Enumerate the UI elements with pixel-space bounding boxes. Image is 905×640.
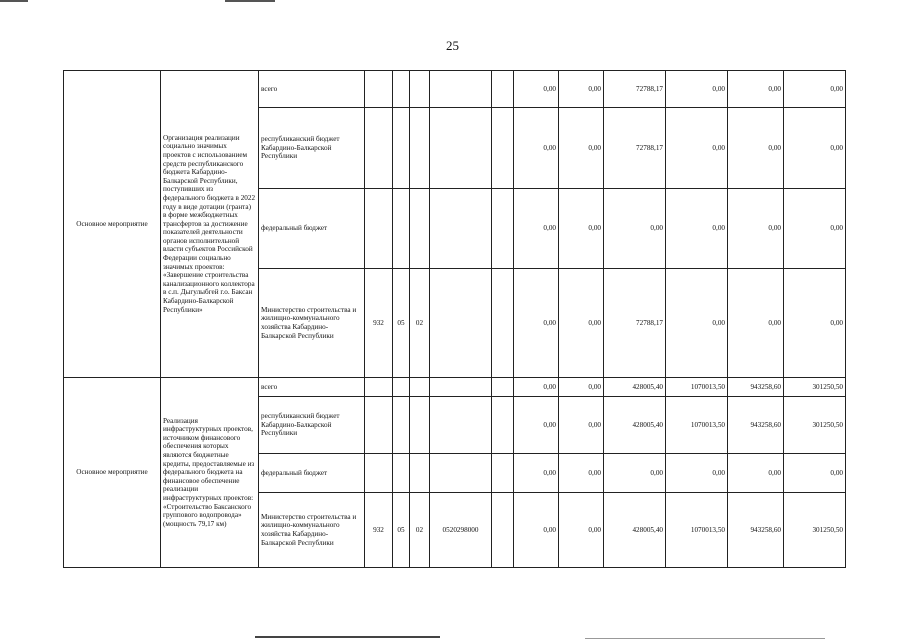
rz-cell	[393, 71, 410, 108]
value-cell: 0,00	[559, 493, 604, 568]
value-cell: 0,00	[666, 454, 728, 493]
value-cell: 1070013,50	[666, 397, 728, 454]
pr-cell	[410, 108, 430, 189]
pr-cell: 02	[410, 493, 430, 568]
value-cell: 0,00	[514, 493, 559, 568]
activity-type-cell: Основное мероприятие	[64, 378, 161, 568]
value-cell: 72788,17	[604, 71, 666, 108]
rz-cell: 05	[393, 269, 410, 378]
vr-cell	[492, 493, 514, 568]
value-cell: 0,00	[514, 71, 559, 108]
value-cell: 0,00	[559, 71, 604, 108]
value-cell: 0,00	[559, 454, 604, 493]
vr-cell	[492, 454, 514, 493]
page-number: 25	[446, 38, 459, 53]
grbs-cell: 932	[365, 269, 393, 378]
value-cell: 1070013,50	[666, 493, 728, 568]
grbs-cell: 932	[365, 493, 393, 568]
budget-table-body	[64, 71, 846, 568]
value-cell: 0,00	[514, 397, 559, 454]
vr-cell	[492, 269, 514, 378]
funding-source-cell: республиканский бюджет Кабардино-Балкарской Республики	[259, 397, 365, 454]
value-cell: 301250,50	[784, 378, 846, 397]
funding-source-cell: всего	[259, 378, 365, 397]
pr-cell	[410, 189, 430, 269]
value-cell: 0,00	[728, 269, 784, 378]
rz-cell	[393, 397, 410, 454]
value-cell: 0,00	[666, 189, 728, 269]
value-cell: 428005,40	[604, 378, 666, 397]
value-cell: 0,00	[728, 454, 784, 493]
value-cell: 943258,60	[728, 397, 784, 454]
value-cell: 0,00	[559, 108, 604, 189]
value-cell: 0,00	[666, 108, 728, 189]
value-cell: 0,00	[514, 108, 559, 189]
activity-description-cell: Реализация инфраструктурных проектов, источником финансового обеспечения которых являются бюджетные кредиты, предоставляемые из федерального бюджета на финансовое обеспечение реализации инфраструктурных проектов: «Строительство Баксанского группового водопровода» (мощность 79,17 км)	[161, 378, 259, 568]
value-cell: 0,00	[784, 189, 846, 269]
csr-cell	[430, 397, 492, 454]
vr-cell	[492, 378, 514, 397]
value-cell: 72788,17	[604, 108, 666, 189]
activity-type-cell: Основное мероприятие	[64, 71, 161, 378]
activity-description-cell: Организация реализации социально значимых проектов с использованием средств республиканского бюджета Кабардино-Балкарской Республики, поступивших из федерального бюджета в 2022 году в виде дотации (гранта) в форме межбюджетных трансфертов за достижение показателей деятельности органов исполнительной власти субъектов Российской Федерации социально значимых проектов: «Завершение строительства канализационного коллектора в с.п. Дыгулыбгей г.о. Баксан Кабардино-Балкарской Республики»	[161, 71, 259, 378]
funding-source-cell: Министерство строительства и жилищно-коммунального хозяйства Кабардино-Балкарской Республики	[259, 269, 365, 378]
funding-source-cell: всего	[259, 71, 365, 108]
rz-cell	[393, 108, 410, 189]
pr-cell	[410, 378, 430, 397]
funding-source-cell: федеральный бюджет	[259, 454, 365, 493]
csr-cell	[430, 71, 492, 108]
value-cell: 0,00	[559, 189, 604, 269]
value-cell: 72788,17	[604, 269, 666, 378]
value-cell: 0,00	[514, 269, 559, 378]
value-cell: 0,00	[728, 189, 784, 269]
csr-cell	[430, 454, 492, 493]
csr-cell	[430, 189, 492, 269]
funding-source-cell: федеральный бюджет	[259, 189, 365, 269]
rz-cell	[393, 189, 410, 269]
value-cell: 0,00	[666, 71, 728, 108]
value-cell: 1070013,50	[666, 378, 728, 397]
rz-cell	[393, 454, 410, 493]
value-cell: 0,00	[728, 108, 784, 189]
csr-cell: 0520298000	[430, 493, 492, 568]
value-cell: 301250,50	[784, 397, 846, 454]
value-cell: 0,00	[728, 71, 784, 108]
vr-cell	[492, 108, 514, 189]
grbs-cell	[365, 108, 393, 189]
value-cell: 428005,40	[604, 397, 666, 454]
value-cell: 0,00	[604, 189, 666, 269]
rz-cell	[393, 378, 410, 397]
csr-cell	[430, 269, 492, 378]
csr-cell	[430, 108, 492, 189]
scan-bottom-marks	[0, 634, 905, 640]
grbs-cell	[365, 454, 393, 493]
pr-cell	[410, 71, 430, 108]
value-cell: 0,00	[784, 269, 846, 378]
grbs-cell	[365, 189, 393, 269]
grbs-cell	[365, 397, 393, 454]
grbs-cell	[365, 378, 393, 397]
csr-cell	[430, 378, 492, 397]
pr-cell	[410, 454, 430, 493]
rz-cell: 05	[393, 493, 410, 568]
vr-cell	[492, 189, 514, 269]
value-cell: 428005,40	[604, 493, 666, 568]
scan-top-marks	[0, 0, 905, 6]
value-cell: 0,00	[514, 189, 559, 269]
pr-cell	[410, 397, 430, 454]
vr-cell	[492, 397, 514, 454]
value-cell: 0,00	[784, 454, 846, 493]
value-cell: 301250,50	[784, 493, 846, 568]
value-cell: 0,00	[604, 454, 666, 493]
value-cell: 0,00	[666, 269, 728, 378]
value-cell: 0,00	[559, 397, 604, 454]
value-cell: 0,00	[784, 71, 846, 108]
value-cell: 0,00	[559, 269, 604, 378]
vr-cell	[492, 71, 514, 108]
table-row	[64, 71, 846, 108]
value-cell: 0,00	[559, 378, 604, 397]
funding-source-cell: республиканский бюджет Кабардино-Балкарской Республики	[259, 108, 365, 189]
value-cell: 0,00	[514, 378, 559, 397]
grbs-cell	[365, 71, 393, 108]
value-cell: 0,00	[514, 454, 559, 493]
value-cell: 0,00	[784, 108, 846, 189]
pr-cell: 02	[410, 269, 430, 378]
value-cell: 943258,60	[728, 493, 784, 568]
funding-source-cell: Министерство строительства и жилищно-коммунального хозяйства Кабардино-Балкарской Республики	[259, 493, 365, 568]
table-row	[64, 378, 846, 397]
value-cell: 943258,60	[728, 378, 784, 397]
budget-table	[63, 70, 846, 568]
